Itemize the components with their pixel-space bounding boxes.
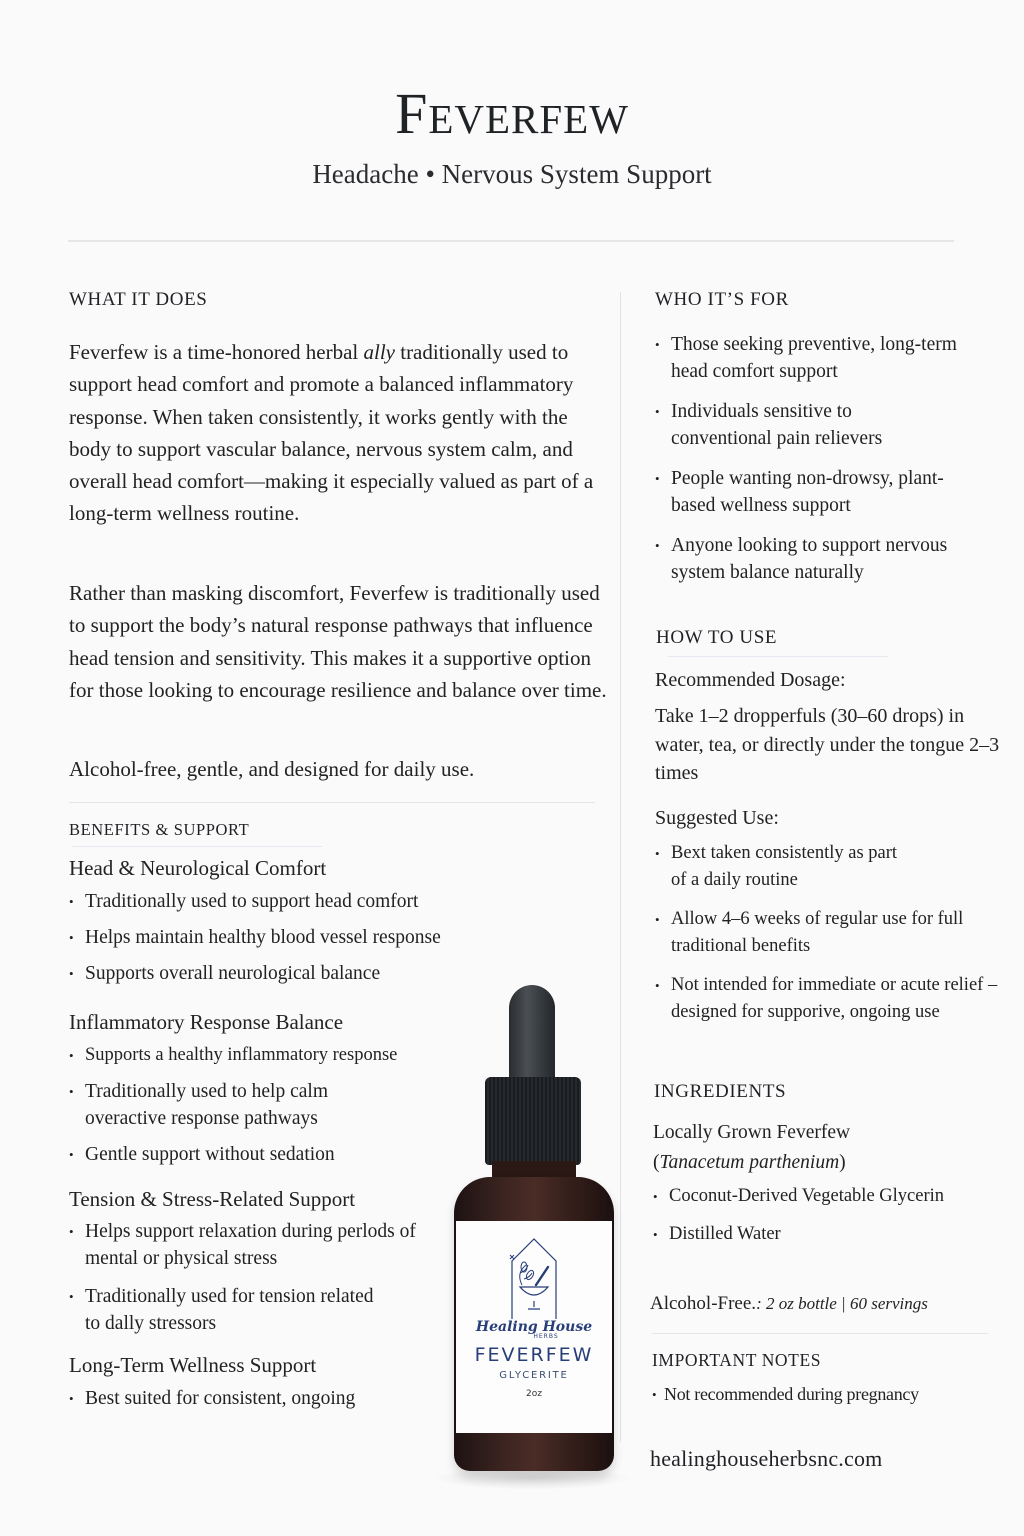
- website-link[interactable]: healinghouseherbsnc.com: [650, 1446, 883, 1471]
- how-to-use-underline: [668, 656, 888, 657]
- list-item: • Anyone looking to support nervous system balance naturally: [655, 532, 991, 586]
- page-subtitle: Headache • Nervous System Support: [312, 159, 712, 189]
- benefits-heading-underline: [72, 846, 322, 847]
- benefit-group-title-tension: Tension & Stress-Related Support: [69, 1187, 356, 1211]
- label-size: 2oz: [526, 1389, 542, 1399]
- section-heading-how-to-use: HOW TO USE: [656, 627, 778, 648]
- list-item: • Gentle support without sedation: [69, 1141, 469, 1168]
- label-brand-sub: HERBS: [533, 1333, 559, 1340]
- section-heading-who-its-for: WHO IT’S FOR: [655, 289, 789, 310]
- list-item: • Supports a healthy inflammatory response: [69, 1042, 469, 1069]
- ingredient-main: Locally Grown Feverfew (Tanacetum parthenium): [653, 1118, 993, 1178]
- label-product-name: FEVERFEW: [474, 1344, 594, 1366]
- list-item: • Not recommended during pregnancy: [652, 1381, 1012, 1408]
- benefit-group-title-long-term: Long-Term Wellness Support: [69, 1353, 317, 1377]
- section-heading-ingredients: INGREDIENTS: [654, 1081, 787, 1102]
- list-item: • Best suited for consistent, ongoing: [69, 1385, 439, 1412]
- bottle-label: [456, 1221, 612, 1433]
- notes-divider: [652, 1333, 988, 1334]
- list-item: • Distilled Water: [653, 1221, 993, 1248]
- important-notes-list: [652, 1381, 1012, 1408]
- what-it-does-paragraph-1: Feverfew is a time-honored herbal ally traditionally used to support head comfort and promote a balanced inflammatory response. When taken consistently, it works gently with the body to support vascular balance, nervous system calm, and overall head comfort—making it especially valued as part of a long-term wellness routine.: [69, 340, 594, 526]
- page-title: Feverfew: [395, 81, 629, 146]
- list-item: • Helps support relaxation during perlods of mental or physical stress: [69, 1218, 439, 1272]
- column-divider: [620, 292, 621, 1442]
- benefit-list-tension: [69, 1218, 439, 1337]
- dosage-label: Recommended Dosage:: [655, 669, 846, 691]
- section-heading-important-notes: IMPORTANT NOTES: [652, 1350, 822, 1370]
- list-item: • People wanting non-drowsy, plant-based wellness support: [655, 465, 961, 519]
- what-it-does-paragraph-3: Alcohol-free, gentle, and designed for daily use.: [69, 757, 475, 781]
- list-item: • Helps maintain healthy blood vessel response: [69, 924, 569, 951]
- list-item: • Not intended for immediate or acute relief – designed for supporive, ongoing use: [655, 972, 1016, 1026]
- list-item: • Supports overall neurological balance: [69, 960, 569, 987]
- ingredients-footer: Alcohol-Free.: 2 oz bottle | 60 servings: [650, 1293, 928, 1314]
- benefit-list-long-term: [69, 1385, 439, 1412]
- label-brand: Healing House: [475, 1319, 593, 1335]
- list-item: • Traditionally used to help calm overactive response pathways: [69, 1078, 385, 1132]
- list-item: • Traditionally used to support head comfort: [69, 888, 569, 915]
- ingredients-list: [653, 1183, 993, 1248]
- benefit-group-title-head: Head & Neurological Comfort: [69, 856, 327, 880]
- header-divider: [68, 240, 954, 242]
- list-item: • Traditionally used for tension related to dally stressors: [69, 1283, 385, 1337]
- ingredient-latin-name: (Tanacetum parthenium): [653, 1152, 846, 1173]
- dropper-cap: [485, 1077, 581, 1165]
- list-item: • Those seeking preventive, long-term head comfort support: [655, 331, 971, 385]
- section-heading-what-it-does: WHAT IT DOES: [69, 289, 208, 310]
- product-bottle-image: [452, 985, 616, 1473]
- benefits-divider: [69, 802, 595, 803]
- section-heading-benefits: BENEFITS & SUPPORT: [69, 820, 250, 839]
- what-it-does-paragraph-2: Rather than masking discomfort, Feverfew is traditionally used to support the body’s natural response pathways that influence head tension and sensitivity. This makes it a supportive option for those looking to encourage resilience and balance over time.: [69, 581, 607, 702]
- suggested-use-label: Suggested Use:: [655, 807, 779, 829]
- house-mortar-logo-icon: [504, 1235, 564, 1321]
- benefit-group-title-inflammatory: Inflammatory Response Balance: [69, 1010, 344, 1034]
- list-item: • Coconut-Derived Vegetable Glycerin: [653, 1183, 949, 1210]
- label-product-type: GLYCERITE: [499, 1370, 569, 1381]
- product-name-lead: Feverfew: [69, 340, 149, 364]
- benefit-list-head: [69, 888, 569, 987]
- who-its-for-list: [655, 331, 995, 586]
- suggested-use-list: [655, 840, 1005, 1026]
- list-item: • Allow 4–6 weeks of regular use for full traditional benefits: [655, 906, 971, 960]
- benefit-list-inflammatory: [69, 1042, 469, 1168]
- dosage-text: Take 1–2 dropperfuls (30–60 drops) in water, tea, or directly under the tongue 2–3 times: [655, 705, 1000, 784]
- list-item: • Individuals sensitive to conventional pain relievers: [655, 398, 931, 452]
- list-item: • Bext taken consistently as part of a daily routine: [655, 840, 911, 894]
